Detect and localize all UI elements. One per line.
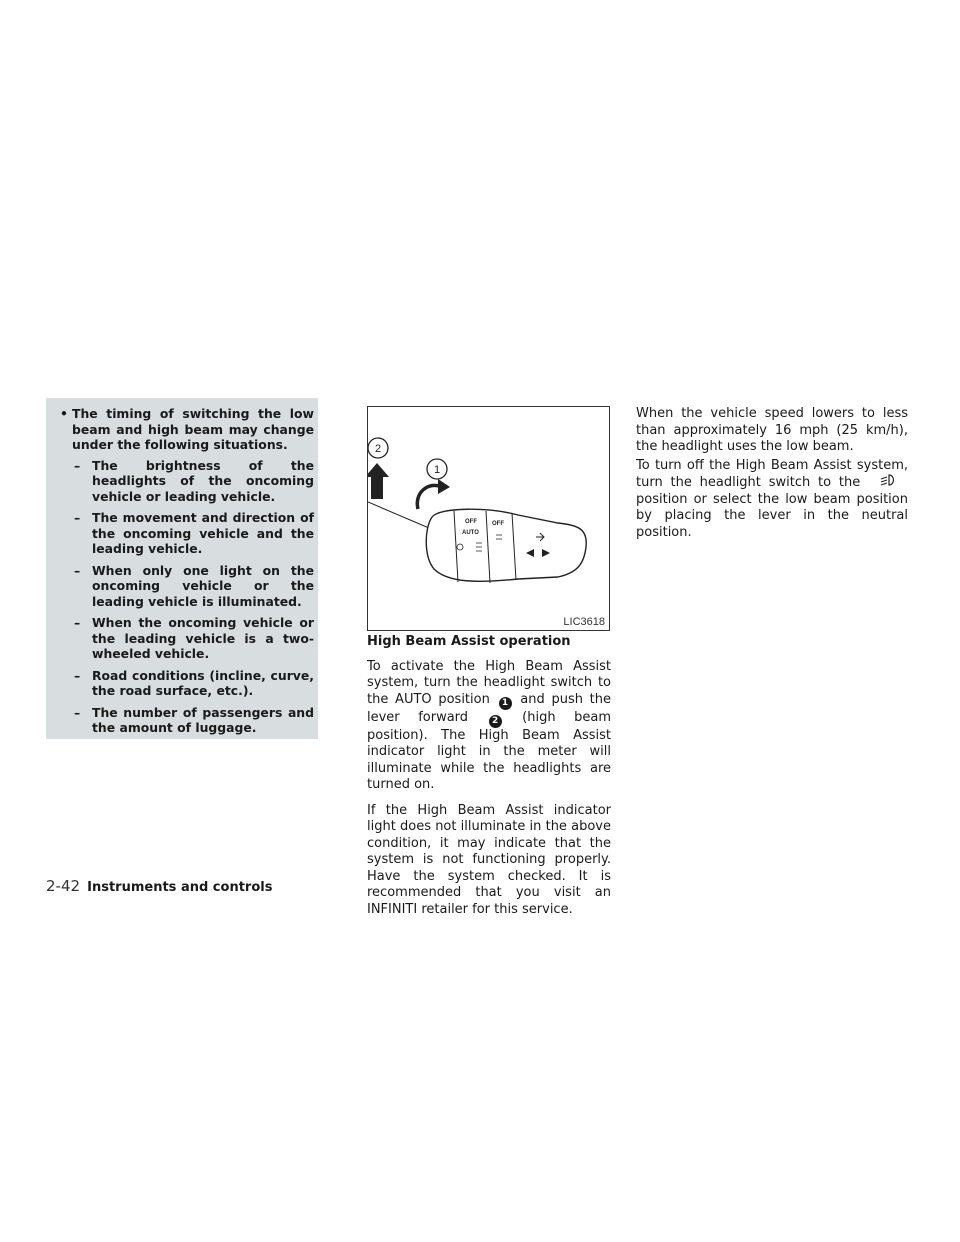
list-item: – The movement and direction of the oncoming vehicle and the leading vehicle.	[74, 510, 314, 556]
note-intro-text: The timing of switching the low beam and high beam may change under the following situations.	[72, 406, 314, 452]
svg-text:OFF: OFF	[465, 519, 477, 525]
lever-illustration	[367, 406, 610, 631]
figure-code: LIC3618	[563, 616, 605, 628]
list-item: – The number of passengers and the amount of luggage.	[74, 704, 314, 735]
bullet-icon: •	[60, 406, 68, 421]
middle-column	[367, 634, 611, 927]
page-footer	[46, 876, 272, 895]
callout-1-icon: 1	[499, 697, 512, 710]
paragraph-speed: When the vehicle speed lowers to less than approximately 16 mph (25 km/h), the headlight uses the low beam.	[636, 406, 908, 454]
paragraph-turn-off: To turn off the High Beam Assist system, turn the headlight switch to the position or select the low beam position by placing the lever in the neutral position.	[636, 457, 908, 540]
right-column	[636, 406, 908, 543]
note-box	[46, 398, 318, 739]
note-intro	[60, 406, 314, 453]
low-beam-icon	[868, 474, 908, 492]
paragraph-activate: To activate the High Beam Assist system, turn the headlight switch to the AUTO position 1 and push the lever forward 2 (high beam position). The High Beam Assist indicator light in the meter will illuminate while the headlights are turned on.	[367, 658, 611, 792]
list-item: – The brightness of the headlights of the oncoming vehicle or leading vehicle.	[74, 457, 314, 504]
arrow-up-icon	[368, 463, 389, 499]
callout-2-label: 2	[374, 443, 382, 455]
section-heading: High Beam Assist operation	[367, 634, 571, 649]
list-item: – When the oncoming vehicle or the leading vehicle is a two-wheeled vehicle.	[74, 615, 314, 661]
page-number: 2-42	[46, 877, 81, 895]
page-title: Instruments and controls	[87, 880, 273, 895]
list-item: – Road conditions (incline, curve, the road surface, etc.).	[74, 667, 314, 698]
callout-1-label: 1	[433, 464, 441, 476]
svg-text:AUTO: AUTO	[462, 530, 479, 536]
note-list	[60, 458, 314, 736]
callout-2-icon: 2	[489, 715, 502, 728]
svg-text:OFF: OFF	[492, 521, 504, 527]
list-item: – When only one light on the oncoming vehicle or the leading vehicle is illuminated.	[74, 562, 314, 609]
headlight-lever-drawing	[368, 407, 609, 630]
paragraph-indicator: If the High Beam Assist indicator light does not illuminate in the above condition, it may indicate that the system is not functioning properly. Have the system checked. It is recommended that you visit an INFINITI retailer for this service.	[367, 802, 611, 917]
